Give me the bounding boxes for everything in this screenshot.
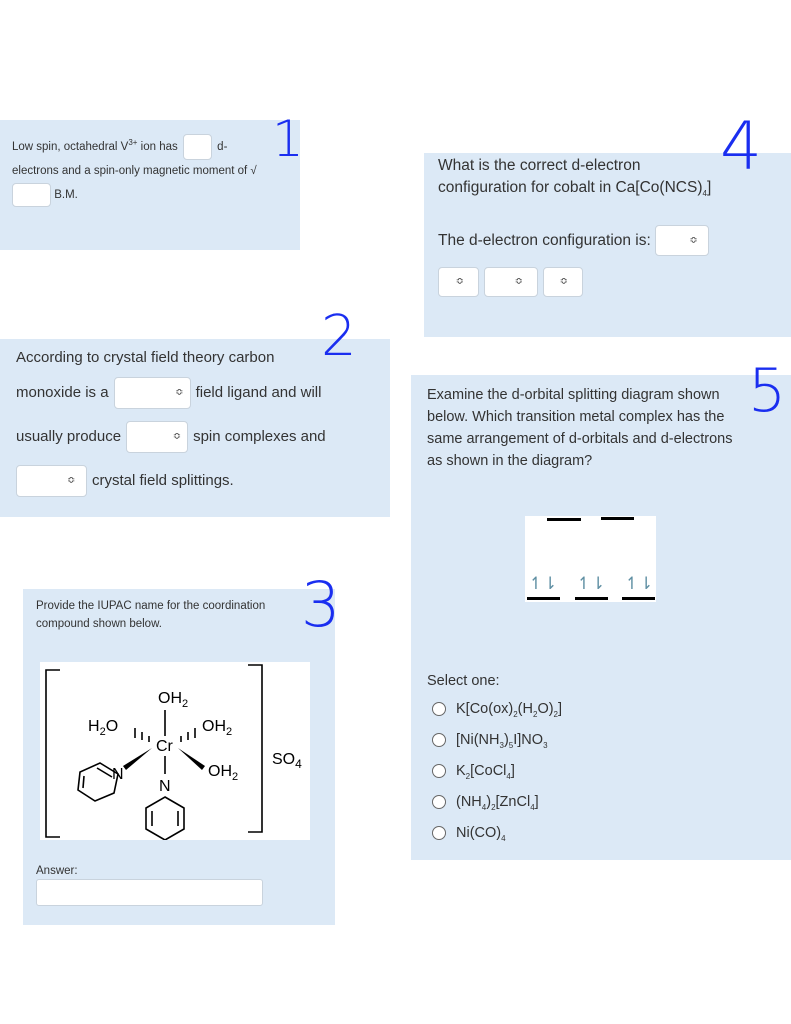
q5-line2: below. Which transition metal complex has the	[427, 409, 725, 425]
d-orbital-splitting-diagram	[525, 516, 656, 602]
left-bracket	[46, 670, 60, 837]
updown-chevron-icon: ≎	[172, 431, 182, 442]
question-5-panel	[411, 375, 791, 860]
q5-select-label: Select one:	[427, 673, 500, 689]
q5-line3: same arrangement of d-orbitals and d-electrons	[427, 431, 733, 447]
q3-answer-input[interactable]	[36, 879, 263, 906]
oh2-top-label: $OH_2$	[158, 690, 189, 710]
q5-option-3[interactable]	[432, 755, 562, 786]
updown-chevron-icon: ≎	[689, 234, 698, 246]
q2-line2a: monoxide is a	[16, 384, 109, 401]
q2-line1: According to crystal field theory carbon	[16, 349, 275, 366]
q4-config-select-main[interactable]	[655, 225, 709, 256]
q4-config-select-1[interactable]	[438, 267, 479, 297]
option-label: $(NH_4)_2[ZnCl_4]$	[456, 793, 539, 812]
q2-line2b: field ligand and will	[195, 384, 322, 401]
q3-prompt-line2: compound shown below.	[36, 618, 162, 630]
electron-pair-arrow-3: ↿⇂	[624, 574, 654, 594]
q1-charge: 3+	[128, 138, 138, 148]
t2g-orbital-3	[622, 597, 655, 600]
wedge-bond-left	[123, 748, 152, 770]
updown-chevron-icon: ≎	[455, 276, 464, 287]
q1-text-c: d-	[217, 141, 228, 154]
q4-config-select-2[interactable]	[484, 267, 538, 297]
radio-circle-icon[interactable]	[432, 702, 446, 716]
coordination-compound-structure	[40, 662, 310, 840]
radio-circle-icon[interactable]	[432, 764, 446, 778]
q5-options-list	[432, 693, 562, 848]
q4-line2b: ]	[706, 179, 712, 196]
q2-spin-select[interactable]	[126, 421, 188, 453]
radio-circle-icon[interactable]	[432, 826, 446, 840]
option-label: $Ni(CO)_4$	[456, 824, 506, 843]
option-label: $[Ni(NH_3)_5I]NO_3$	[456, 731, 548, 750]
q4-line2a: configuration for cobalt in Ca[Co(NCS)	[438, 179, 703, 196]
q5-line1: Examine the d-orbital splitting diagram shown	[427, 387, 720, 403]
pyridine-n-bottom: N	[159, 778, 171, 795]
q2-line3a: usually produce	[16, 428, 122, 445]
q4-config-label: The d-electron configuration is:	[438, 231, 651, 249]
oh2-bottom-label: $OH_2$	[208, 763, 239, 783]
handwritten-number-4: 4	[720, 108, 762, 185]
handwritten-number-3: 3	[301, 568, 341, 641]
q2-field-strength-select[interactable]	[114, 377, 191, 409]
handwritten-number-1: 1	[272, 110, 304, 168]
q3-answer-label: Answer:	[36, 865, 78, 877]
q2-splitting-select[interactable]	[16, 465, 87, 497]
q5-option-4[interactable]	[432, 786, 562, 817]
updown-chevron-icon: ≎	[175, 387, 184, 398]
handwritten-number-5: 5	[748, 356, 787, 426]
handwritten-number-2: 2	[321, 304, 357, 369]
q1-text-d: electrons and a spin-only magnetic moment of √	[12, 165, 257, 178]
q5-option-5[interactable]	[432, 817, 562, 848]
q4-config-select-3[interactable]	[543, 267, 583, 297]
q1-text-a: Low spin, octahedral V	[12, 141, 129, 154]
q5-line4: as shown in the diagram?	[427, 453, 593, 469]
q2-line4b: crystal field splittings.	[92, 472, 234, 489]
updown-chevron-icon: ≎	[559, 276, 568, 287]
eg-orbital-2	[601, 517, 634, 520]
electron-pair-arrow-2: ↿⇂	[576, 574, 606, 594]
radio-circle-icon[interactable]	[432, 733, 446, 747]
q1-text-b: ion has	[137, 141, 178, 154]
option-label: $K_2[CoCl_4]$	[456, 762, 515, 781]
chromium-complex-drawing	[40, 662, 310, 840]
q4-line1: What is the correct d-electron	[438, 157, 641, 174]
radio-circle-icon[interactable]	[432, 795, 446, 809]
oh2-right-label: $OH_2$	[202, 718, 233, 738]
pyridine-n-left: N	[112, 766, 124, 783]
q5-option-2[interactable]	[432, 724, 562, 755]
option-label: $K[Co(ox)_2(H_2O)_2]$	[456, 700, 563, 719]
t2g-orbital-2	[575, 597, 608, 600]
question-1-panel	[0, 120, 300, 250]
sulfate-label: $SO_4$	[272, 751, 302, 771]
q1-magnetic-moment-input[interactable]	[12, 183, 51, 207]
wedge-bond-right	[178, 748, 205, 770]
electron-pair-arrow-1: ↿⇂	[528, 574, 558, 594]
updown-chevron-icon: ≎	[67, 475, 76, 486]
updown-chevron-icon: ≎	[514, 276, 523, 287]
t2g-orbital-1	[527, 597, 560, 600]
q1-electron-count-input[interactable]	[183, 134, 212, 160]
q1-text-e: B.M.	[54, 189, 78, 202]
q3-prompt-line1: Provide the IUPAC name for the coordination	[36, 600, 266, 612]
q4-subscript: 4	[702, 189, 707, 199]
q2-line3b: spin complexes and	[193, 428, 326, 445]
eg-orbital-1	[547, 518, 581, 521]
right-bracket	[248, 665, 262, 832]
metal-label: Cr	[156, 738, 173, 755]
h2o-left-label: $H_2O$	[88, 718, 119, 738]
q5-option-1[interactable]	[432, 693, 562, 724]
